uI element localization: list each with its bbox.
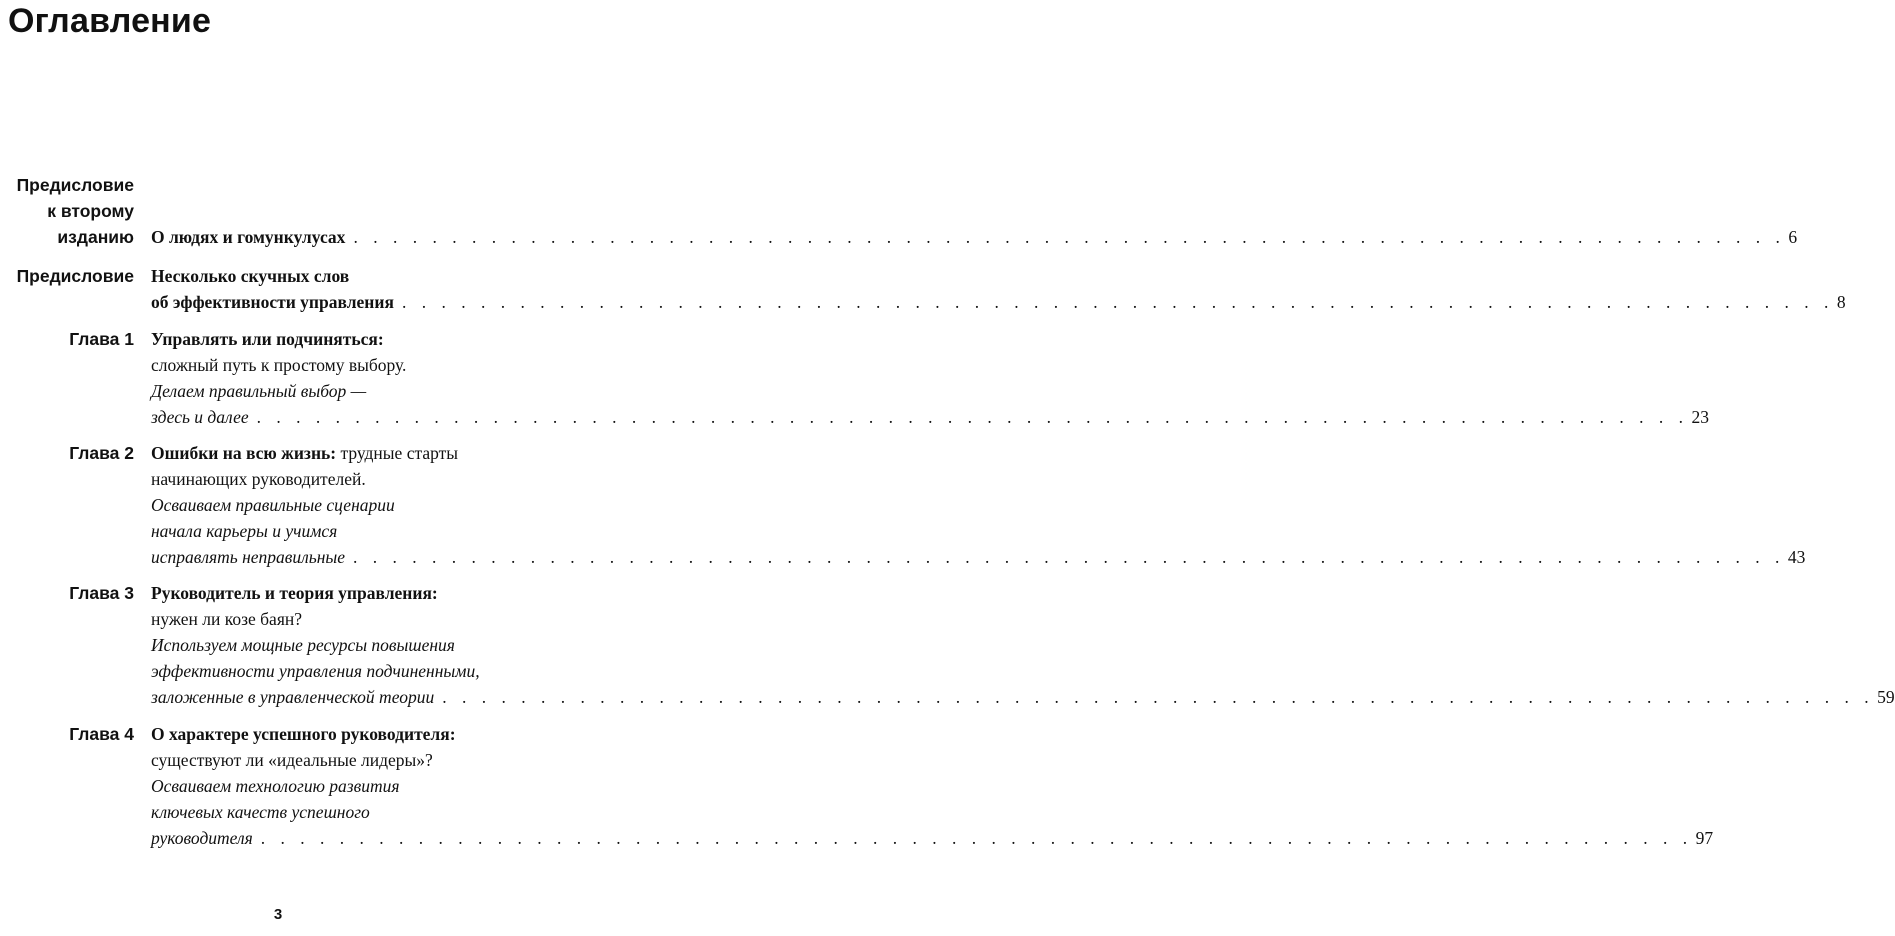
entry-description-text: руководителя bbox=[151, 828, 253, 848]
toc-entry-label bbox=[69, 721, 134, 747]
entry-title-line: Несколько скучных слов bbox=[151, 266, 350, 286]
entry-title-text: об эффективности управления bbox=[151, 292, 394, 312]
label-line: изданию bbox=[57, 227, 134, 247]
page-ref: 59 bbox=[1877, 687, 1895, 707]
entry-title-line: Руководитель и теория управления: bbox=[151, 583, 438, 603]
entry-subtitle-line: нужен ли козе баян? bbox=[151, 609, 302, 629]
toc-entry-title bbox=[151, 224, 1798, 250]
label-line: Глава 1 bbox=[69, 329, 134, 349]
entry-title-line: О характере успешного руководителя: bbox=[151, 724, 456, 744]
entry-subtitle-line: существуют ли «идеальные лидеры»? bbox=[151, 750, 433, 770]
entry-description-line: Делаем правильный выбор — bbox=[151, 381, 367, 401]
entry-subtitle-line: начинающих руководителей. bbox=[151, 469, 366, 489]
entry-title-text: Ошибки на всю жизнь: bbox=[151, 443, 337, 463]
entry-description-line: Используем мощные ресурсы повышения bbox=[151, 635, 455, 655]
label-line: Глава 2 bbox=[69, 443, 134, 463]
entry-description-line: ключевых качеств успешного bbox=[151, 802, 370, 822]
page-ref: 23 bbox=[1691, 407, 1710, 427]
entry-description-text: исправлять неправильные bbox=[151, 547, 346, 567]
toc-entry-title bbox=[151, 580, 1895, 710]
entry-description-text: заложенные в управленческой теории bbox=[151, 687, 435, 707]
toc-entry-label bbox=[17, 263, 134, 289]
entry-description-line: Осваиваем технологию развития bbox=[151, 776, 400, 796]
dot-leader: . . . . . . . . . . . . . . . . . . . . . . . . . . . . . . . . . . . . . . . . . . . . . . . . . . . . . . . . . . . . . . . . . . . . . . . . . bbox=[442, 687, 1875, 707]
page-ref: 43 bbox=[1787, 547, 1806, 567]
entry-description-line: начала карьеры и учимся bbox=[151, 521, 338, 541]
toc-entry-title bbox=[151, 263, 1846, 315]
page-ref: 6 bbox=[1788, 227, 1798, 247]
entry-subtitle-line: сложный путь к простому выбору. bbox=[151, 355, 407, 375]
label-line: Глава 4 bbox=[69, 724, 134, 744]
entry-description-text: здесь и далее bbox=[151, 407, 249, 427]
page-ref: 97 bbox=[1695, 828, 1714, 848]
label-line: Предисловие bbox=[16, 266, 134, 286]
dot-leader: . . . . . . . . . . . . . . . . . . . . . . . . . . . . . . . . . . . . . . . . . . . . . . . . . . . . . . . . . . . . . . . . . . . . . . . . . bbox=[401, 292, 1834, 312]
entry-subtitle-text: трудные старты bbox=[336, 443, 459, 463]
toc-entry-title bbox=[151, 721, 1714, 851]
dot-leader: . . . . . . . . . . . . . . . . . . . . . . . . . . . . . . . . . . . . . . . . . . . . . . . . . . . . . . . . . . . . . . . . . . . . . . . . . bbox=[353, 547, 1785, 567]
dot-leader: . . . . . . . . . . . . . . . . . . . . . . . . . . . . . . . . . . . . . . . . . . . . . . . . . . . . . . . . . . . . . . . . . . . . . . . . . bbox=[353, 227, 1786, 247]
entry-description-line: Осваиваем правильные сценарии bbox=[151, 495, 395, 515]
dot-leader: . . . . . . . . . . . . . . . . . . . . . . . . . . . . . . . . . . . . . . . . . . . . . . . . . . . . . . . . . . . . . . . . . . . . . . . . . bbox=[260, 828, 1693, 848]
label-line: Глава 3 bbox=[69, 583, 134, 603]
entry-title-line: Управлять или подчиняться: bbox=[151, 329, 384, 349]
page-number: 3 bbox=[273, 906, 283, 923]
entry-description-line: эффективности управления подчиненными, bbox=[151, 661, 480, 681]
toc-entry-label bbox=[69, 580, 134, 606]
label-line: к второму bbox=[47, 201, 134, 221]
toc-entry-label bbox=[69, 440, 134, 466]
toc-entry-title bbox=[151, 326, 1710, 430]
dot-leader: . . . . . . . . . . . . . . . . . . . . . . . . . . . . . . . . . . . . . . . . . . . . . . . . . . . . . . . . . . . . . . . . . . . . . . . . . bbox=[256, 407, 1689, 427]
page-ref: 8 bbox=[1836, 292, 1846, 312]
toc-entry-label bbox=[17, 172, 134, 250]
toc-entry-title bbox=[151, 440, 1806, 570]
page-title: Оглавление bbox=[8, 2, 212, 40]
toc-entry-label bbox=[69, 326, 134, 352]
label-line: Предисловие bbox=[16, 175, 134, 195]
entry-title-text: О людях и гомункулусах bbox=[151, 227, 346, 247]
